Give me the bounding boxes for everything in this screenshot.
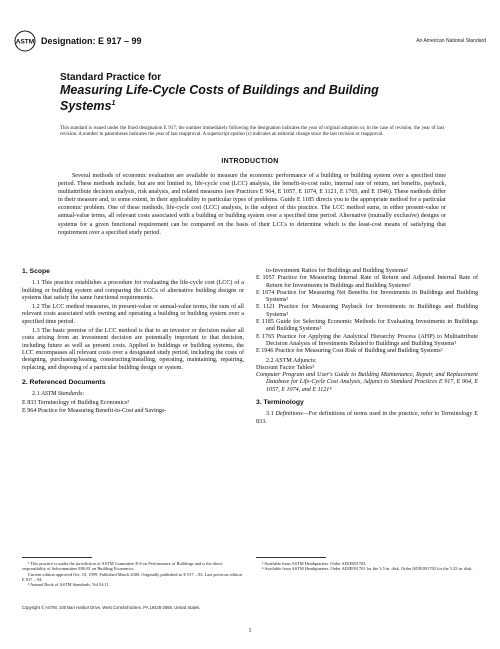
astm-standards-subheading [22, 391, 244, 398]
definitions-number: 3.1 [266, 411, 276, 418]
american-national-standard-tag: An American National Standard [416, 38, 486, 44]
definitions-paragraph [256, 411, 478, 426]
title-line-2: Measuring Life-Cycle Costs of Buildings and Building [60, 83, 379, 97]
introduction-heading: INTRODUCTION [221, 158, 279, 165]
section-scope-heading: 1. Scope [22, 268, 50, 275]
reference-item: E 1185 Guide for Selecting Economic Methods for Evaluating Investments in Buildings and Building Systems² [256, 319, 478, 333]
document-header [14, 30, 486, 52]
copyright-line: Copyright © ASTM, 100 Barr Harbor Drive, West Conshohocken, PA 19428-2959, United States. [22, 605, 201, 610]
definitions-label: Definitions [275, 411, 303, 418]
title-footnote-mark: 1 [111, 100, 116, 107]
reference-item: E 1946 Practice for Measuring Cost Risk of Building and Building Systems² [256, 348, 443, 355]
astm-logo [14, 30, 36, 52]
issuance-notice: This standard is issued under the fixed designation E 917; the number immediately following the designation indicates the year of original adoption or, in the case of revision, the year of last revision. A number in parentheses indicates the year of last reapproval. A superscript epsilon (ε) indicates an editorial change since the last revision or reapproval. [60, 126, 444, 138]
footnote: ¹ This practice is under the jurisdiction of ASTM Committee E-6 on Performance of Buildings and is the direct responsibility of Subcommittee E06.81 on Building Economics. [22, 561, 223, 572]
introduction-paragraph: Several methods of economic evaluation are available to measure the economic performance of a building or building system over a specified time period. These methods include, but are not limited to, life-cycle cost (LCC) analysis, the benefit-to-cost ratio, internal rate of return, net benefits, payback, multiattribute decision analysis, risk analysis, and related measures (see Practices E 964, E 1057, E 1074, E 1121, E 1765, and E 1946). These methods differ in their measure and, to some extent, in their applicability to particular types of problems. Guide E 1185 directs you to the appropriate method for a particular economic problem. One of these methods, life-cycle cost (LCC) analysis, is the subject of this practice. The LCC method sums, in either present-value or annual-value terms, all relevant costs associated with a building or building system over a specified time period. Alternative (mutually exclusive) designs or systems for a given functional requirement can be compared on the basis of their LCCs to determine which is the least-cost means of satisfying that requirement over a specified study period. [58, 173, 446, 236]
title-line-1: Standard Practice for [60, 72, 162, 83]
introduction-body [58, 172, 446, 237]
footnotes-right [256, 561, 478, 572]
reference-item: E 1074 Practice for Measuring Net Benefits for Investments in Buildings and Building Systems² [256, 289, 478, 304]
scope-paragraph: 1.1 This practice establishes a procedure for evaluating the life-cycle cost (LCC) of a building or building system and comparing the LCCs of alternative building designs or systems that satisfy the same functional requirements. [22, 280, 244, 301]
footnote: ⁴ Available from ASTM Headquarters. Order ADJE091701 for the 3.5 in. disk. Order ADJE091702 for the 5.25 in. disk. [262, 566, 473, 572]
reference-item: E 1121 Practice for Measuring Payback for Investments in Buildings and Building Systems² [256, 304, 478, 318]
astm-standards-label: ASTM Standards: [41, 391, 85, 398]
reference-item: E 833 Terminology of Building Economics² [22, 400, 130, 407]
footnote: Current edition approved Oct. 10, 1999. Published March 2000. Originally published as E 917 – 83. Last previous edition E 917 – 94. [22, 571, 242, 582]
scope-paragraph: 1.3 The basic premise of the LCC method is that to an investor or decision maker all costs arising from an investment decision are potentially important to that decision, including future as well as present costs. Applied to buildings or building systems, the LCC encompasses all relevant costs over a designated study period, including the costs of designing, purchasing/leasing, constructing/installing, operating, maintaining, repairing, replacing, and disposing of a particular building design or system. [22, 328, 244, 371]
adjunct-item: Discount Factor Tables³ [256, 364, 315, 371]
scope-paragraph: 1.2 The LCC method measures, in present-value or annual-value terms, the sum of all relevant costs associated with owning and operating a building or building system over a specified time period. [22, 304, 244, 325]
title-block [60, 72, 440, 113]
svg-text:ASTM: ASTM [15, 38, 35, 46]
adjuncts-subheading: 2.2 ASTM Adjuncts: [266, 357, 317, 364]
title-line-3 [60, 97, 440, 113]
footnote: ² Annual Book of ASTM Standards, Vol 04.11. [28, 582, 110, 588]
reference-item-continued: to-Investment Ratios for Buildings and Building Systems² [266, 268, 408, 274]
footnote-rule-left [22, 557, 92, 558]
reference-item: E 1765 Practice for Applying the Analytical Hierarchy Process (AHP) to Multiattribute Decision Analysis of Investments Related to Buildings and Building Systems² [256, 333, 478, 347]
footnote: ³ Available from ASTM Headquarters. Order ADJE091703. [262, 561, 367, 566]
reference-item: E 964 Practice for Measuring Benefit-to-Cost and Savings- [22, 407, 167, 414]
section-terminology-heading: 3. Terminology [256, 399, 304, 407]
page-number: 1 [248, 628, 252, 634]
adjunct-item: Computer Program and User's Guide to Building Maintenance, Repair, and Replacement Database for Life-Cycle Cost Analysis, Adjunct to Standard Practices E 917, E 964, E 1057, E 1074, and E 1121⁴ [256, 372, 478, 393]
footnotes-left [22, 561, 244, 587]
left-column [22, 268, 244, 415]
title-line-3-text: Systems [60, 99, 112, 114]
astm-standards-number: 2.1 [32, 391, 42, 398]
definitions-text: —For definitions of terms used in the practice, refer to Terminology E 833. [256, 411, 479, 425]
reference-item: E 1057 Practice for Measuring Internal Rate of Return and Adjusted Internal Rate of Return for Investments in Buildings and Building Systems² [256, 275, 478, 289]
designation: Designation: E 917 – 99 [41, 36, 142, 46]
footnote-rule-right [256, 557, 326, 558]
right-column [256, 268, 478, 428]
section-referenced-documents-heading: 2. Referenced Documents [22, 378, 106, 386]
